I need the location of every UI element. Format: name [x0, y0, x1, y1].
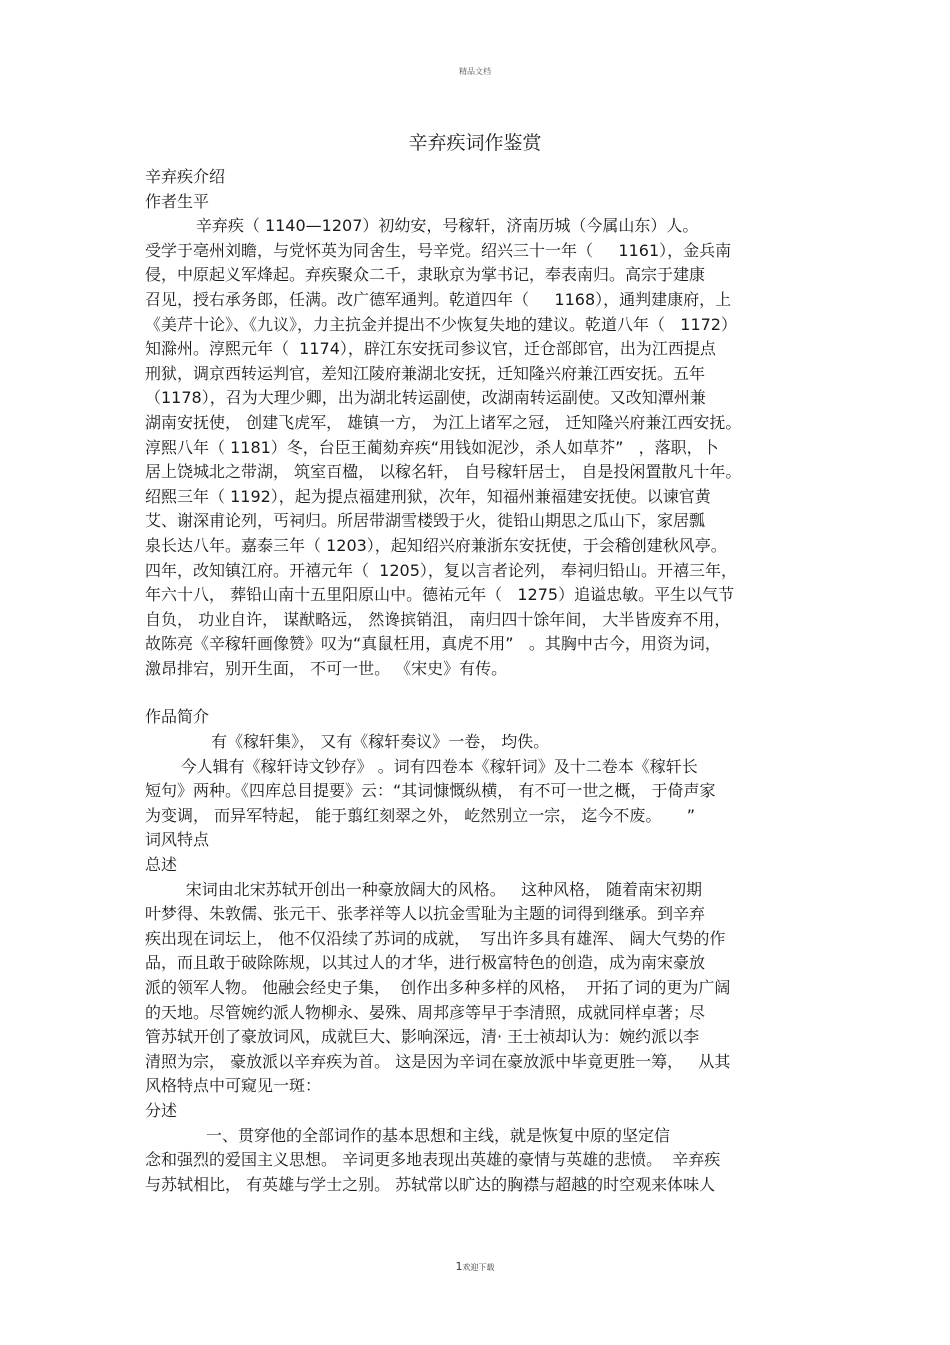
paragraph-line: 有《稼轩集》， 又有《稼轩奏议》一卷， 均佚。	[145, 732, 550, 752]
section-heading: 分述	[145, 1100, 178, 1120]
paragraph-line: 品，而且敢于破除陈规，以其过人的才华，进行极富特色的创造，成为南宋豪放	[145, 953, 706, 973]
paragraph-line: 与苏轼相比， 有英雄与学士之别。 苏轼常以旷达的胸襟与超越的时空观来体味人	[145, 1174, 716, 1194]
paragraph-line: 念和强烈的爱国主义思想。 辛词更多地表现出英雄的豪情与英雄的悲愤。 辛弃疾	[145, 1150, 721, 1170]
section-heading: 词风特点	[145, 830, 210, 850]
paragraph-line: 辛弃疾（ 1140—1207）初幼安，号稼轩，济南历城（今属山东）人。	[145, 216, 699, 236]
paragraph-line: 短句》两种。《四库总目提要》云：“其词慷慨纵横， 有不可一世之概， 于倚声家	[145, 781, 716, 801]
document-title: 辛弃疾词作鉴赏	[408, 132, 542, 154]
paragraph-line: 故陈亮《辛稼轩画像赞》叹为“真鼠枉用，真虎不用” 。其胸中古今，用资为词，	[145, 634, 721, 654]
paragraph-line: 湖南安抚使， 创建飞虎军， 雄镇一方， 为江上诸军之冠， 迁知隆兴府兼江西安抚。	[145, 412, 742, 432]
footer-note: 欢迎下载	[462, 1263, 495, 1272]
page-number: 1	[455, 1260, 463, 1273]
paragraph-line: 宋词由北宋苏轼开创出一种豪放阔大的风格。 这种风格， 随着南宋初期	[145, 879, 703, 899]
paragraph-line: 刑狱，调京西转运判官，差知江陵府兼湖北安抚，迁知隆兴府兼江西安抚。五年	[145, 363, 706, 383]
section-heading: 作者生平	[145, 191, 210, 211]
paragraph-line: 居上饶城北之带湖， 筑室百楹， 以稼名轩， 自号稼轩居士， 自是投闲置散凡十年。	[145, 462, 742, 482]
paragraph-line: 侵，中原起义军烽起。弃疾聚众二千，隶耿京为掌书记，奉表南归。高宗于建康	[145, 265, 706, 285]
section-heading: 辛弃疾介绍	[145, 167, 226, 186]
paragraph-line: 年六十八， 葬铅山南十五里阳原山中。德祐元年（ 1275）追谥忠敏。平生以气节	[145, 585, 735, 605]
header-note: 精品文档	[459, 67, 491, 76]
paragraph-line: 一、贯穿他的全部词作的基本思想和主线，就是恢复中原的坚定信	[145, 1125, 671, 1145]
paragraph-line: 风格特点中可窥见一斑：	[145, 1076, 322, 1096]
paragraph-line: 清照为宗， 豪放派以辛弃疾为首。 这是因为辛词在豪放派中毕竟更胜一筹， 从其	[145, 1051, 731, 1071]
paragraph-line: 派的领军人物。 他融会经史子集， 创作出多种多样的风格， 开拓了词的更为广阔	[145, 978, 731, 997]
paragraph-line: 自负， 功业自许， 谋猷略远， 然谗摈销沮， 南归四十馀年间， 大半皆废弃不用，	[145, 609, 731, 629]
paragraph-line: 知滁州。淳熙元年（ 1174），辟江东安抚司参议官，迁仓部郎官，出为江西提点	[145, 339, 716, 359]
paragraph-line: 《美芹十论》、《九议》，力主抗金并提出不少恢复失地的建议。乾道八年（ 1172）	[145, 314, 737, 334]
paragraph-line: 泉长达八年。嘉泰三年（ 1203），起知绍兴府兼浙东安抚使，于会稽创建秋风亭。	[145, 535, 727, 555]
paragraph-line: 今人辑有《稼轩诗文钞存》 。词有四卷本《稼轩词》及十二卷本《稼轩长	[145, 756, 698, 776]
document-body	[145, 126, 815, 1197]
text-lines	[145, 165, 815, 1197]
paragraph-line: 四年，改知镇江府。开禧元年（ 1205），复以言者论列， 奉祠归铅山。开禧三年，	[145, 560, 737, 580]
paragraph-line: 为变调， 而异军特起， 能于翦红刻翠之外， 屹然别立一宗， 迄今不废。 ”	[145, 805, 696, 825]
paragraph-line: 淳熙八年（ 1181）冬，台臣王蔺劾弃疾“用钱如泥沙，杀人如草芥” ，落职，卜	[145, 437, 719, 457]
paragraph-line: 管苏轼开创了豪放词风，成就巨大、影响深远，清· 王士祯却认为：婉约派以李	[145, 1027, 700, 1047]
section-heading: 总述	[145, 855, 178, 875]
paragraph-line: 疾出现在词坛上， 他不仅沿续了苏词的成就， 写出许多具有雄浑、 阔大气势的作	[145, 928, 726, 948]
paragraph-line: 的天地。尽管婉约派人物柳永、晏殊、周邦彦等早于李清照，成就同样卓著；尽	[145, 1002, 706, 1022]
paragraph-line: 叶梦得、朱敦儒、张元干、张孝祥等人以抗金雪耻为主题的词得到继承。到辛弃	[145, 904, 706, 924]
paragraph-line: 绍熙三年（ 1192），起为提点福建刑狱，次年，知福州兼福建安抚使。以谏官黄	[145, 486, 711, 506]
paragraph-line: （1178），召为大理少卿，出为湖北转运副使，改湖南转运副使。又改知潭州兼	[145, 388, 706, 408]
paragraph-line: 受学于亳州刘瞻，与党怀英为同舍生，号辛党。绍兴三十一年（ 1161），金兵南	[145, 240, 732, 260]
paragraph-line: 召见，授右承务郎，任满。改广德军通判。乾道四年（ 1168），通判建康府，上	[145, 289, 732, 309]
section-heading: 作品简介	[145, 707, 210, 727]
blank-line	[145, 681, 815, 705]
paragraph-line: 艾、谢深甫论列，丐祠归。所居带湖雪楼毁于火，徙铅山期思之瓜山下，家居瓢	[145, 511, 706, 531]
paragraph-line: 激昂排宕，别开生面， 不可一世。 《宋史》有传。	[145, 658, 508, 678]
footer	[0, 1260, 950, 1273]
